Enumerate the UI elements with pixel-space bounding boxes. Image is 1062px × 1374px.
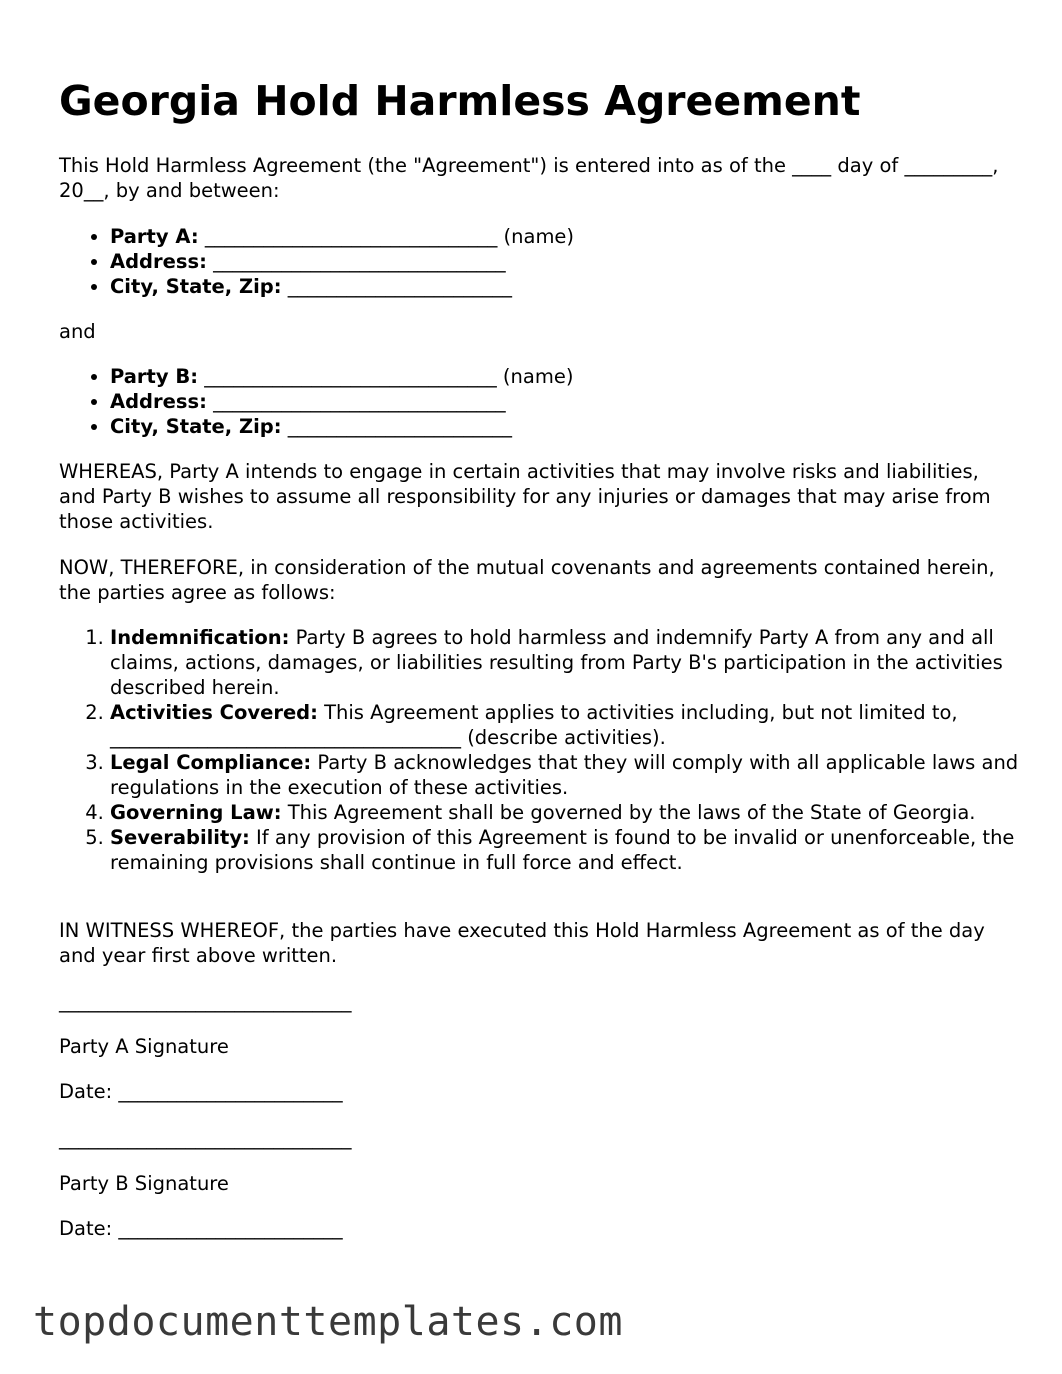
term-item <box>110 800 1019 825</box>
field-blank: ______________________________ (name) <box>198 365 574 388</box>
term-item <box>110 825 1019 875</box>
term-label: Activities Covered: <box>110 701 318 724</box>
intro-paragraph: This Hold Harmless Agreement (the "Agreement") is entered into as of the ____ day of _________, 20__, by and between: <box>59 154 999 202</box>
field-label: Party A: <box>110 225 199 248</box>
list-item <box>110 364 1019 389</box>
now-therefore-paragraph: NOW, THEREFORE, in consideration of the mutual covenants and agreements contained herein, the parties agree as follows: <box>59 556 995 604</box>
term-label: Severability: <box>110 826 250 849</box>
whereas-paragraph: WHEREAS, Party A intends to engage in certain activities that may involve risks and liabilities, and Party B wishes to assume all responsibility for any injuries or damages that may arise from those activities. <box>59 460 991 533</box>
signature-label-a: Party A Signature <box>59 1035 229 1058</box>
terms-list <box>59 625 1019 875</box>
signature-line-b: ______________________________ <box>59 1127 352 1150</box>
term-text: If any provision of this Agreement is found to be invalid or unenforceable, the remaining provisions shall continue in full force and effect. <box>110 826 1015 874</box>
field-label: City, State, Zip: <box>110 275 282 298</box>
party-b-list <box>59 364 1019 439</box>
list-item <box>110 274 1019 299</box>
term-item <box>110 625 1019 700</box>
date-line-b: Date: _______________________ <box>59 1217 343 1240</box>
field-blank: _______________________ <box>281 275 513 298</box>
list-item <box>110 389 1019 414</box>
term-text: Party B acknowledges that they will comply with all applicable laws and regulations in the execution of these activities. <box>110 751 1019 799</box>
field-blank: ______________________________ (name) <box>198 225 575 248</box>
field-label: Party B: <box>110 365 199 388</box>
field-label: City, State, Zip: <box>110 415 282 438</box>
document-title: Georgia Hold Harmless Agreement <box>59 77 861 125</box>
term-text: Party B agrees to hold harmless and indemnify Party A from any and all claims, actions, damages, or liabilities resulting from Party B's participation in the activities described herein. <box>110 626 1003 699</box>
term-text: This Agreement applies to activities including, but not limited to, ____________________________________ (describe activities). <box>110 701 958 749</box>
term-item <box>110 750 1019 800</box>
witness-paragraph: IN WITNESS WHEREOF, the parties have executed this Hold Harmless Agreement as of the day and year first above written. <box>59 919 985 967</box>
term-label: Legal Compliance: <box>110 751 312 774</box>
list-item <box>110 224 1019 249</box>
and-text: and <box>59 320 96 343</box>
list-item <box>110 249 1019 274</box>
field-label: Address: <box>110 250 207 273</box>
term-label: Governing Law: <box>110 801 282 824</box>
party-a-list <box>59 224 1019 299</box>
field-blank: _______________________ <box>281 415 513 438</box>
term-label: Indemnification: <box>110 626 290 649</box>
field-blank: ______________________________ <box>206 250 506 273</box>
field-label: Address: <box>110 390 207 413</box>
date-line-a: Date: _______________________ <box>59 1080 343 1103</box>
field-blank: ______________________________ <box>206 390 506 413</box>
site-watermark: topdocumenttemplates.com <box>33 1299 623 1345</box>
signature-line-a: ______________________________ <box>59 990 352 1013</box>
signature-label-b: Party B Signature <box>59 1172 229 1195</box>
term-item <box>110 700 1019 750</box>
term-text: This Agreement shall be governed by the laws of the State of Georgia. <box>281 801 976 824</box>
list-item <box>110 414 1019 439</box>
